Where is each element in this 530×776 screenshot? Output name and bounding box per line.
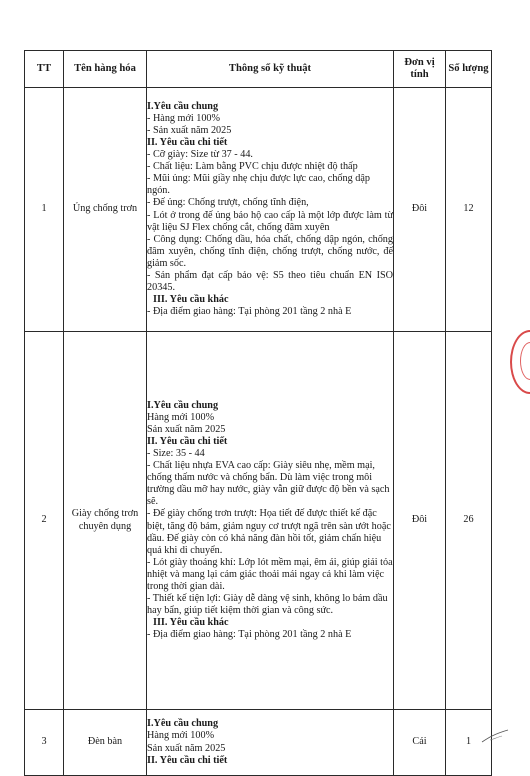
spec-line: - Địa điểm giao hàng: Tại phòng 201 tầng 2 nhà E <box>147 305 352 317</box>
spec-line: - Size: 35 - 44 <box>147 448 205 460</box>
spec-section-heading: II. Yêu cầu chi tiết <box>147 137 228 149</box>
table-row <box>25 710 492 776</box>
spec-line: - Đế ủng: Chống trượt, chống tĩnh điện, <box>147 197 309 209</box>
spec-section-heading: II. Yêu cầu chi tiết <box>147 754 228 766</box>
spec-section-heading: I.Yêu cầu chung <box>147 101 219 113</box>
row-spec <box>147 88 394 332</box>
spec-line: - Địa điểm giao hàng: Tại phòng 201 tầng 2 nhà E <box>147 628 352 640</box>
header-spec: Thông số kỹ thuật <box>147 51 394 88</box>
signature-mark <box>480 728 510 744</box>
spec-table <box>24 50 492 776</box>
spec-line: - Hàng mới 100% <box>147 113 221 125</box>
spec-section-heading: I.Yêu cầu chung <box>147 400 219 412</box>
header-tt: TT <box>25 51 64 88</box>
row-spec <box>147 710 394 776</box>
spec-line: Sản xuất năm 2025 <box>147 424 226 436</box>
spec-section-heading: III. Yêu cầu khác <box>153 293 229 305</box>
header-item-name: Tên hàng hóa <box>64 51 147 88</box>
row-qty: 1 <box>446 710 492 776</box>
row-unit: Đôi <box>394 88 446 332</box>
header-unit: Đơn vị tính <box>394 51 446 88</box>
spec-section-heading: II. Yêu cầu chi tiết <box>147 436 228 448</box>
row-item-name: Giày chống trơn chuyên dụng <box>64 332 147 710</box>
row-tt: 1 <box>25 88 64 332</box>
row-tt: 2 <box>25 332 64 710</box>
row-spec <box>147 332 394 710</box>
spec-line: - Lót giày thoáng khí: Lớp lót mềm mại, êm ái, giúp giải tỏa nhiệt và mang lại cảm giác thoải mái ngay cả khi làm việc trong thời gian dài. <box>147 556 393 592</box>
header-qty: Số lượng <box>446 51 492 88</box>
spec-line: - Sản phẩm đạt cấp bảo vệ: S5 theo tiêu chuẩn EN ISO 20345. <box>147 269 393 293</box>
row-unit: Đôi <box>394 332 446 710</box>
table-header-row <box>25 51 492 88</box>
spec-line: Hàng mới 100% <box>147 730 215 742</box>
table-row <box>25 88 492 332</box>
row-item-name: Đèn bàn <box>64 710 147 776</box>
spec-line: Hàng mới 100% <box>147 412 215 424</box>
row-unit: Cái <box>394 710 446 776</box>
spec-line: - Thiết kế tiện lợi: Giày dễ dàng vệ sinh, không lo bám dầu hay bẩn, giúp tiết kiệm thời gian và công sức. <box>147 592 388 616</box>
row-qty: 26 <box>446 332 492 710</box>
spec-line: - Sản xuất năm 2025 <box>147 125 232 137</box>
spec-line: - Công dụng: Chống dầu, hóa chất, chống dập ngón, chống đâm xuyên, chống tĩnh điện, chống trượt, chống nước, đế giảm sốc. <box>147 233 393 269</box>
spec-line: - Lót ở trong đế ủng bảo hộ cao cấp là một lớp được làm từ vật liệu SJ Flex chống cắt, chống đâm xuyên <box>147 209 393 233</box>
spec-line: - Mũi ủng: Mũi giầy nhẹ chịu được lực cao, chống dập ngón. <box>147 173 370 197</box>
row-qty: 12 <box>446 88 492 332</box>
spec-line: - Chất liệu: Làm bằng PVC chịu được nhiệt độ thấp <box>147 161 358 173</box>
spec-section-heading: I.Yêu cầu chung <box>147 718 219 730</box>
spec-line: - Cỡ giày: Size từ 37 - 44. <box>147 149 253 161</box>
row-item-name: Ủng chống trơn <box>64 88 147 332</box>
spec-section-heading: III. Yêu cầu khác <box>153 616 229 628</box>
spec-line: Sản xuất năm 2025 <box>147 742 226 754</box>
row-tt: 3 <box>25 710 64 776</box>
spec-line: - Đế giày chống trơn trượt: Họa tiết đế được thiết kế đặc biệt, tăng độ bám, giảm nguy cơ trượt ngã trên sàn ướt hoặc dầu. Đế giày còn có khả năng đàn hồi tốt, giảm chấn hiệu quả khi di chuyển. <box>147 508 391 556</box>
table-row <box>25 332 492 710</box>
spec-line: - Chất liệu nhựa EVA cao cấp: Giày siêu nhẹ, mềm mại, chống thấm nước và chống bẩn. Dù làm việc trong môi trường dầu mỡ hay nước, giày vẫn giữ được độ bền và sạch sẽ. <box>147 460 390 508</box>
